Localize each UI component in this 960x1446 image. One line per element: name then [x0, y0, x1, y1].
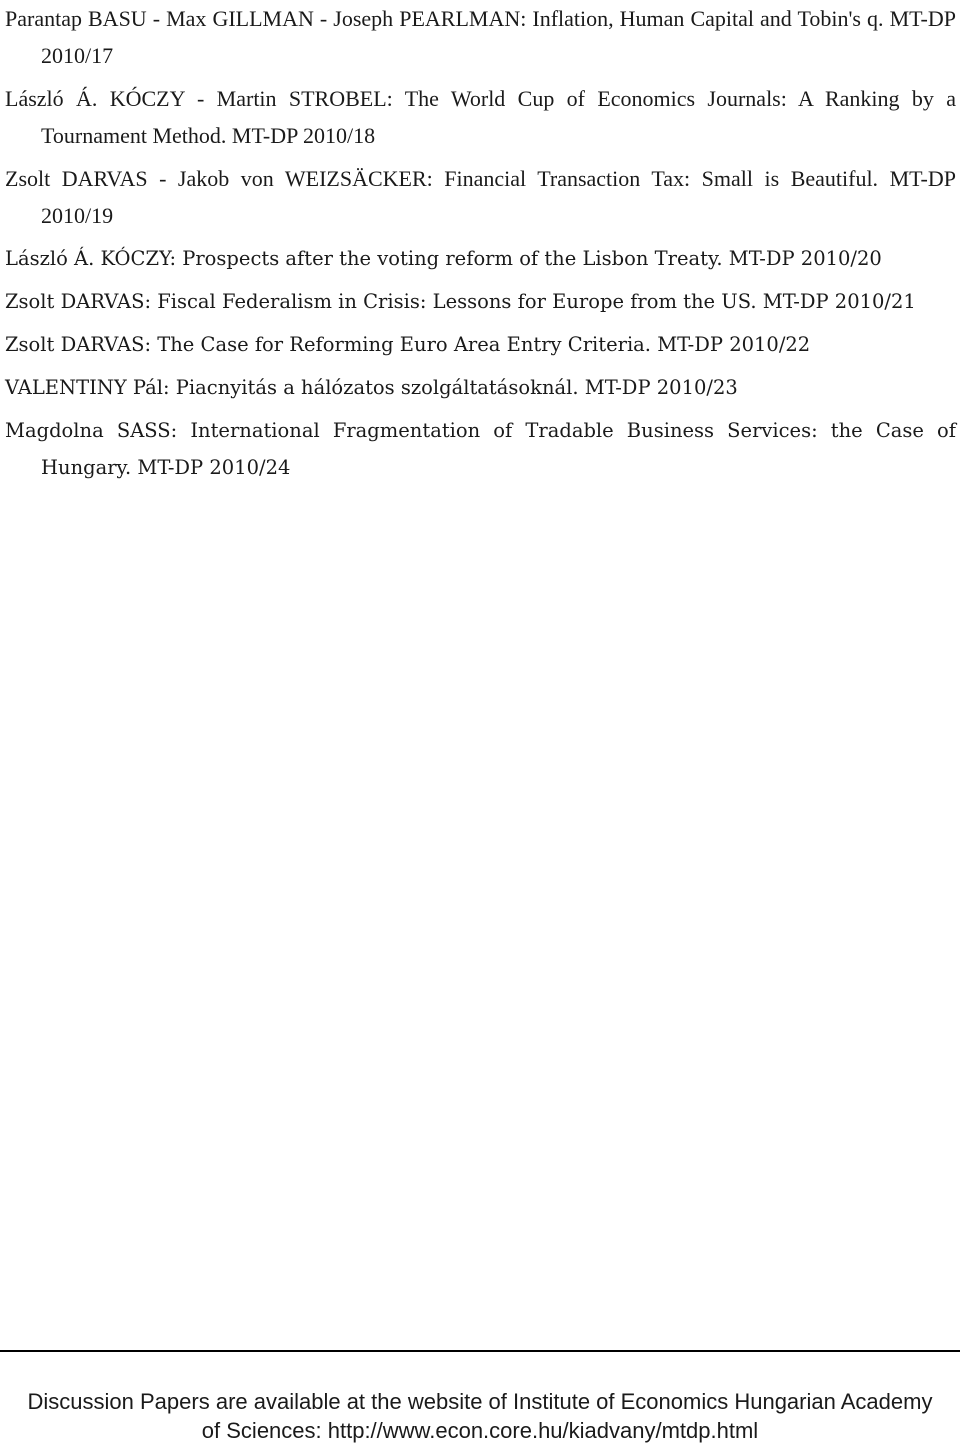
list-item: Zsolt DARVAS: Fiscal Federalism in Crisis: Lessons for Europe from the US. MT-DP 2010/21: [5, 290, 916, 313]
list-item: VALENTINY Pál: Piacnyitás a hálózatos szolgáltatásoknál. MT-DP 2010/23: [5, 376, 738, 399]
footer-note: [0, 1387, 960, 1445]
footer-divider: [0, 1350, 960, 1352]
list-item: Zsolt DARVAS: The Case for Reforming Euro Area Entry Criteria. MT-DP 2010/22: [5, 333, 811, 356]
list-item: Zsolt DARVAS - Jakob von WEIZSÄCKER: Financial Transaction Tax: Small is Beautiful. MT-DP 2010/19: [5, 166, 956, 228]
footer-line-1: Discussion Papers are available at the website of Institute of Economics Hungarian Academy: [27, 1389, 933, 1414]
list-item: Parantap BASU - Max GILLMAN - Joseph PEARLMAN: Inflation, Human Capital and Tobin's q. MT-DP 2010/17: [5, 6, 956, 68]
discussion-paper-list: [5, 0, 956, 492]
list-item: Magdolna SASS: International Fragmentation of Tradable Business Services: the Case of Hungary. MT-DP 2010/24: [5, 419, 956, 479]
footer-line-2: of Sciences: http://www.econ.core.hu/kiadvany/mtdp.html: [201, 1418, 759, 1443]
list-item: László Á. KÓCZY: Prospects after the voting reform of the Lisbon Treaty. MT-DP 2010/20: [5, 247, 882, 270]
list-item: László Á. KÓCZY - Martin STROBEL: The World Cup of Economics Journals: A Ranking by a Tournament Method. MT-DP 2010/18: [5, 86, 956, 148]
